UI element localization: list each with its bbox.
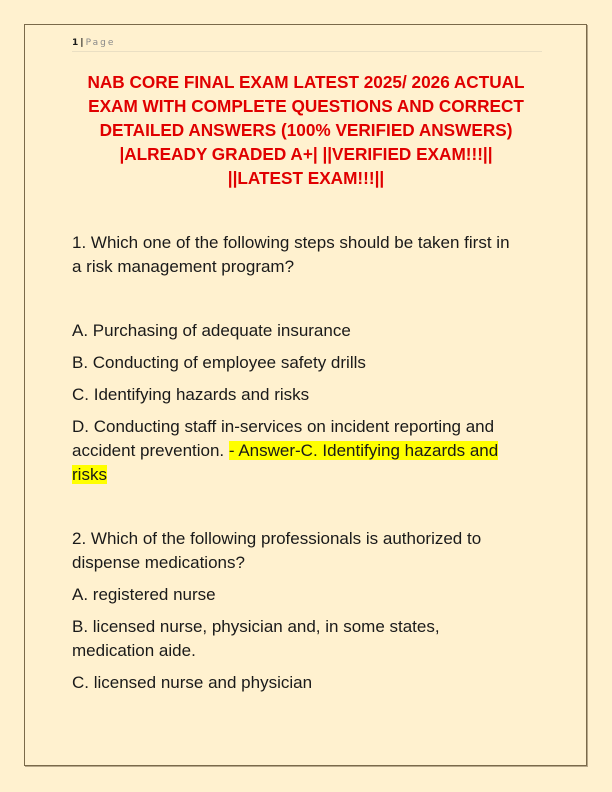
question-1-option-b	[72, 351, 542, 375]
question-text: 1. Which one of the following steps should be taken first in	[72, 233, 510, 252]
title-line: NAB CORE FINAL EXAM LATEST 2025/ 2026 ACTUAL	[87, 72, 525, 92]
question-2	[72, 527, 542, 575]
page-label: Page	[85, 38, 116, 48]
option-text: C. licensed nurse and physician	[72, 673, 313, 692]
page-number: 1	[72, 38, 79, 48]
question-text: 2. Which of the following professionals is authorized to	[72, 529, 482, 548]
title-line: |ALREADY GRADED A+| ||VERIFIED EXAM!!!||	[119, 144, 493, 164]
answer-highlight: - Answer-C. Identifying hazards and	[228, 441, 499, 460]
document-title	[60, 70, 552, 190]
page-header	[72, 36, 542, 52]
question-2-option-b	[72, 615, 542, 663]
title-line: EXAM WITH COMPLETE QUESTIONS AND CORRECT	[88, 96, 524, 116]
answer-highlight: risks	[72, 465, 107, 484]
option-text: B. licensed nurse, physician and, in some states,	[72, 617, 440, 636]
question-1	[72, 231, 542, 279]
question-2-option-c	[72, 671, 542, 695]
option-text: medication aide.	[72, 641, 196, 660]
header-separator: |	[80, 38, 84, 48]
option-text: B. Conducting of employee safety drills	[72, 353, 366, 372]
option-text: A. registered nurse	[72, 585, 216, 604]
option-text: accident prevention.	[72, 441, 229, 460]
question-text: a risk management program?	[72, 257, 295, 276]
option-text: C. Identifying hazards and risks	[72, 385, 310, 404]
title-line: DETAILED ANSWERS (100% VERIFIED ANSWERS)	[99, 120, 513, 140]
question-1-option-d	[72, 415, 542, 487]
question-2-option-a	[72, 583, 542, 607]
question-1-option-c	[72, 383, 542, 407]
option-text: A. Purchasing of adequate insurance	[72, 321, 351, 340]
title-line: ||LATEST EXAM!!!||	[227, 168, 385, 188]
option-text: D. Conducting staff in-services on incident reporting and	[72, 417, 495, 436]
question-text: dispense medications?	[72, 553, 245, 572]
question-1-option-a	[72, 319, 542, 343]
